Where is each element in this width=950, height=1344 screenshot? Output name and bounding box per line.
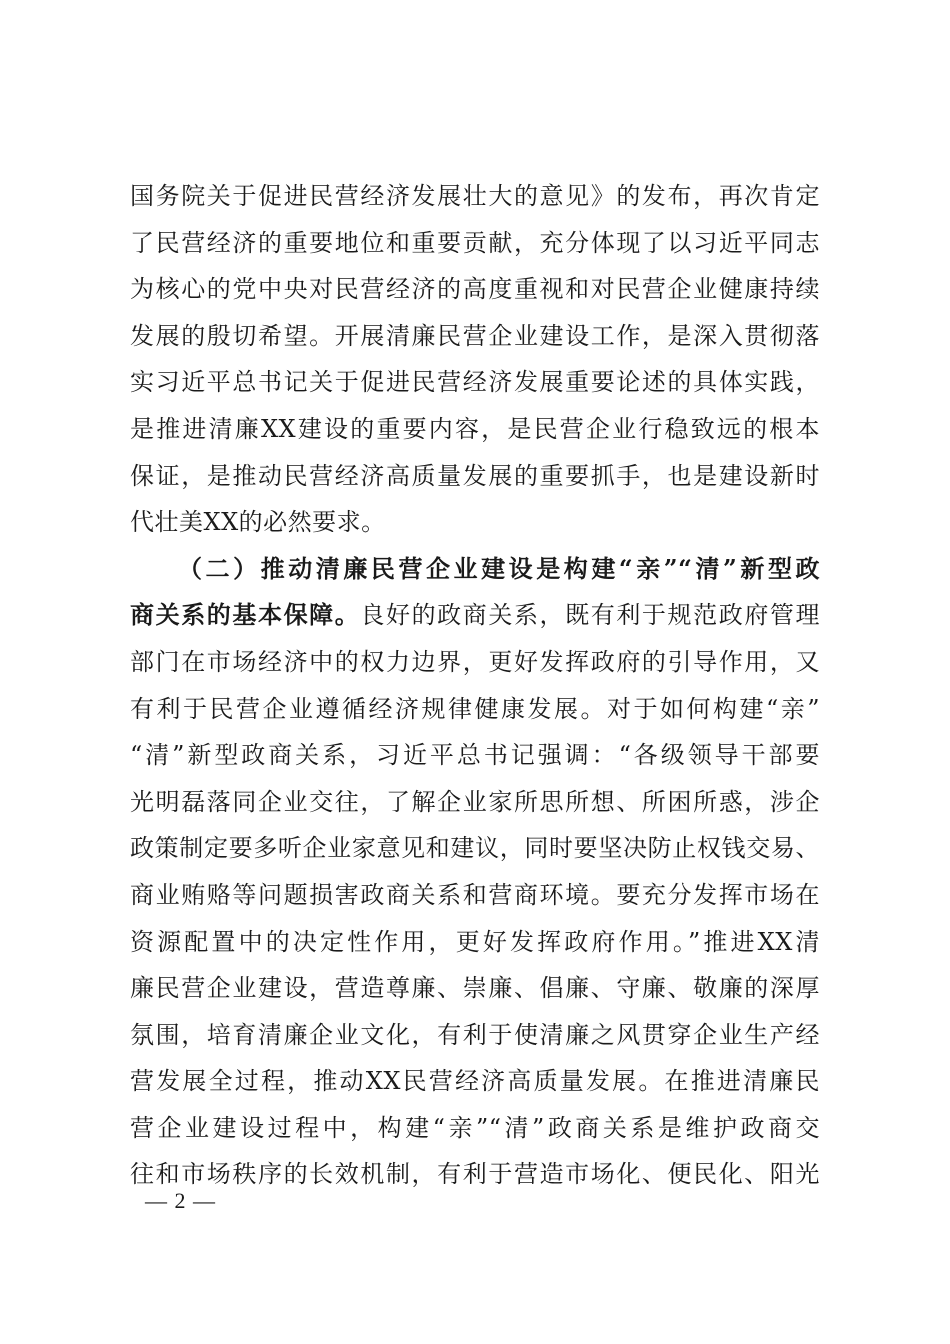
page-number: — 2 — (145, 1188, 216, 1213)
paragraph-line: 往和市场秩序的长效机制，有利于营造市场化、便民化、阳光 (130, 1160, 820, 1189)
paragraph-line: 氛围，培育清廉企业文化，有利于使清廉之风贯穿企业生产经 (130, 1020, 820, 1049)
paragraph-line: 廉民营企业建设，营造尊廉、崇廉、倡廉、守廉、敬廉的深厚 (130, 974, 820, 1003)
paragraph-line: 代壮美XX的必然要求。 (130, 508, 386, 537)
paragraph-line: 为核心的党中央对民营经济的高度重视和对民营企业健康持续 (130, 275, 820, 304)
paragraph-line: 光明磊落同企业交往，了解企业家所思所想、所困所惑，涉企 (130, 787, 820, 816)
paragraph-line: 发展的殷切希望。开展清廉民营企业建设工作，是深入贯彻落 (130, 321, 820, 350)
paragraph-line: 保证，是推动民营经济高质量发展的重要抓手，也是建设新时 (130, 461, 820, 490)
paragraph-line: “清”新型政商关系，习近平总书记强调：“各级领导干部要 (130, 741, 820, 770)
paragraph-line: 营企业建设过程中，构建“亲”“清”政商关系是维护政商交 (130, 1113, 820, 1142)
document-body (130, 173, 820, 1198)
paragraph-line: 政策制定要多听企业家意见和建议，同时要坚决防止权钱交易、 (130, 834, 820, 863)
paragraph-line: 商业贿赂等问题损害政商关系和营商环境。要充分发挥市场在 (130, 880, 820, 909)
section-heading-end: 商关系的基本保障。 (130, 600, 361, 630)
section-heading-line: （二）推动清廉民营企业建设是构建“亲”“清”新型政 (178, 553, 820, 583)
paragraph-line: 资源配置中的决定性作用，更好发挥政府作用。”推进XX清 (130, 927, 820, 956)
paragraph-text: 良好的政商关系，既有利于规范政府管理 (360, 601, 821, 630)
paragraph-line: 部门在市场经济中的权力边界，更好发挥政府的引导作用，又 (130, 647, 820, 676)
paragraph-line: 实习近平总书记关于促进民营经济发展重要论述的具体实践， (130, 368, 820, 397)
paragraph-line (130, 592, 820, 639)
paragraph-line: 了民营经济的重要地位和重要贡献，充分体现了以习近平同志 (130, 228, 820, 257)
paragraph-line: 国务院关于促进民营经济发展壮大的意见》的发布，再次肯定 (130, 182, 820, 210)
paragraph-line: 营发展全过程，推动XX民营经济高质量发展。在推进清廉民 (130, 1067, 820, 1096)
paragraph-line: 是推进清廉XX建设的重要内容，是民营企业行稳致远的根本 (130, 414, 820, 443)
paragraph-line: 有利于民营企业遵循经济规律健康发展。对于如何构建“亲” (130, 694, 820, 723)
